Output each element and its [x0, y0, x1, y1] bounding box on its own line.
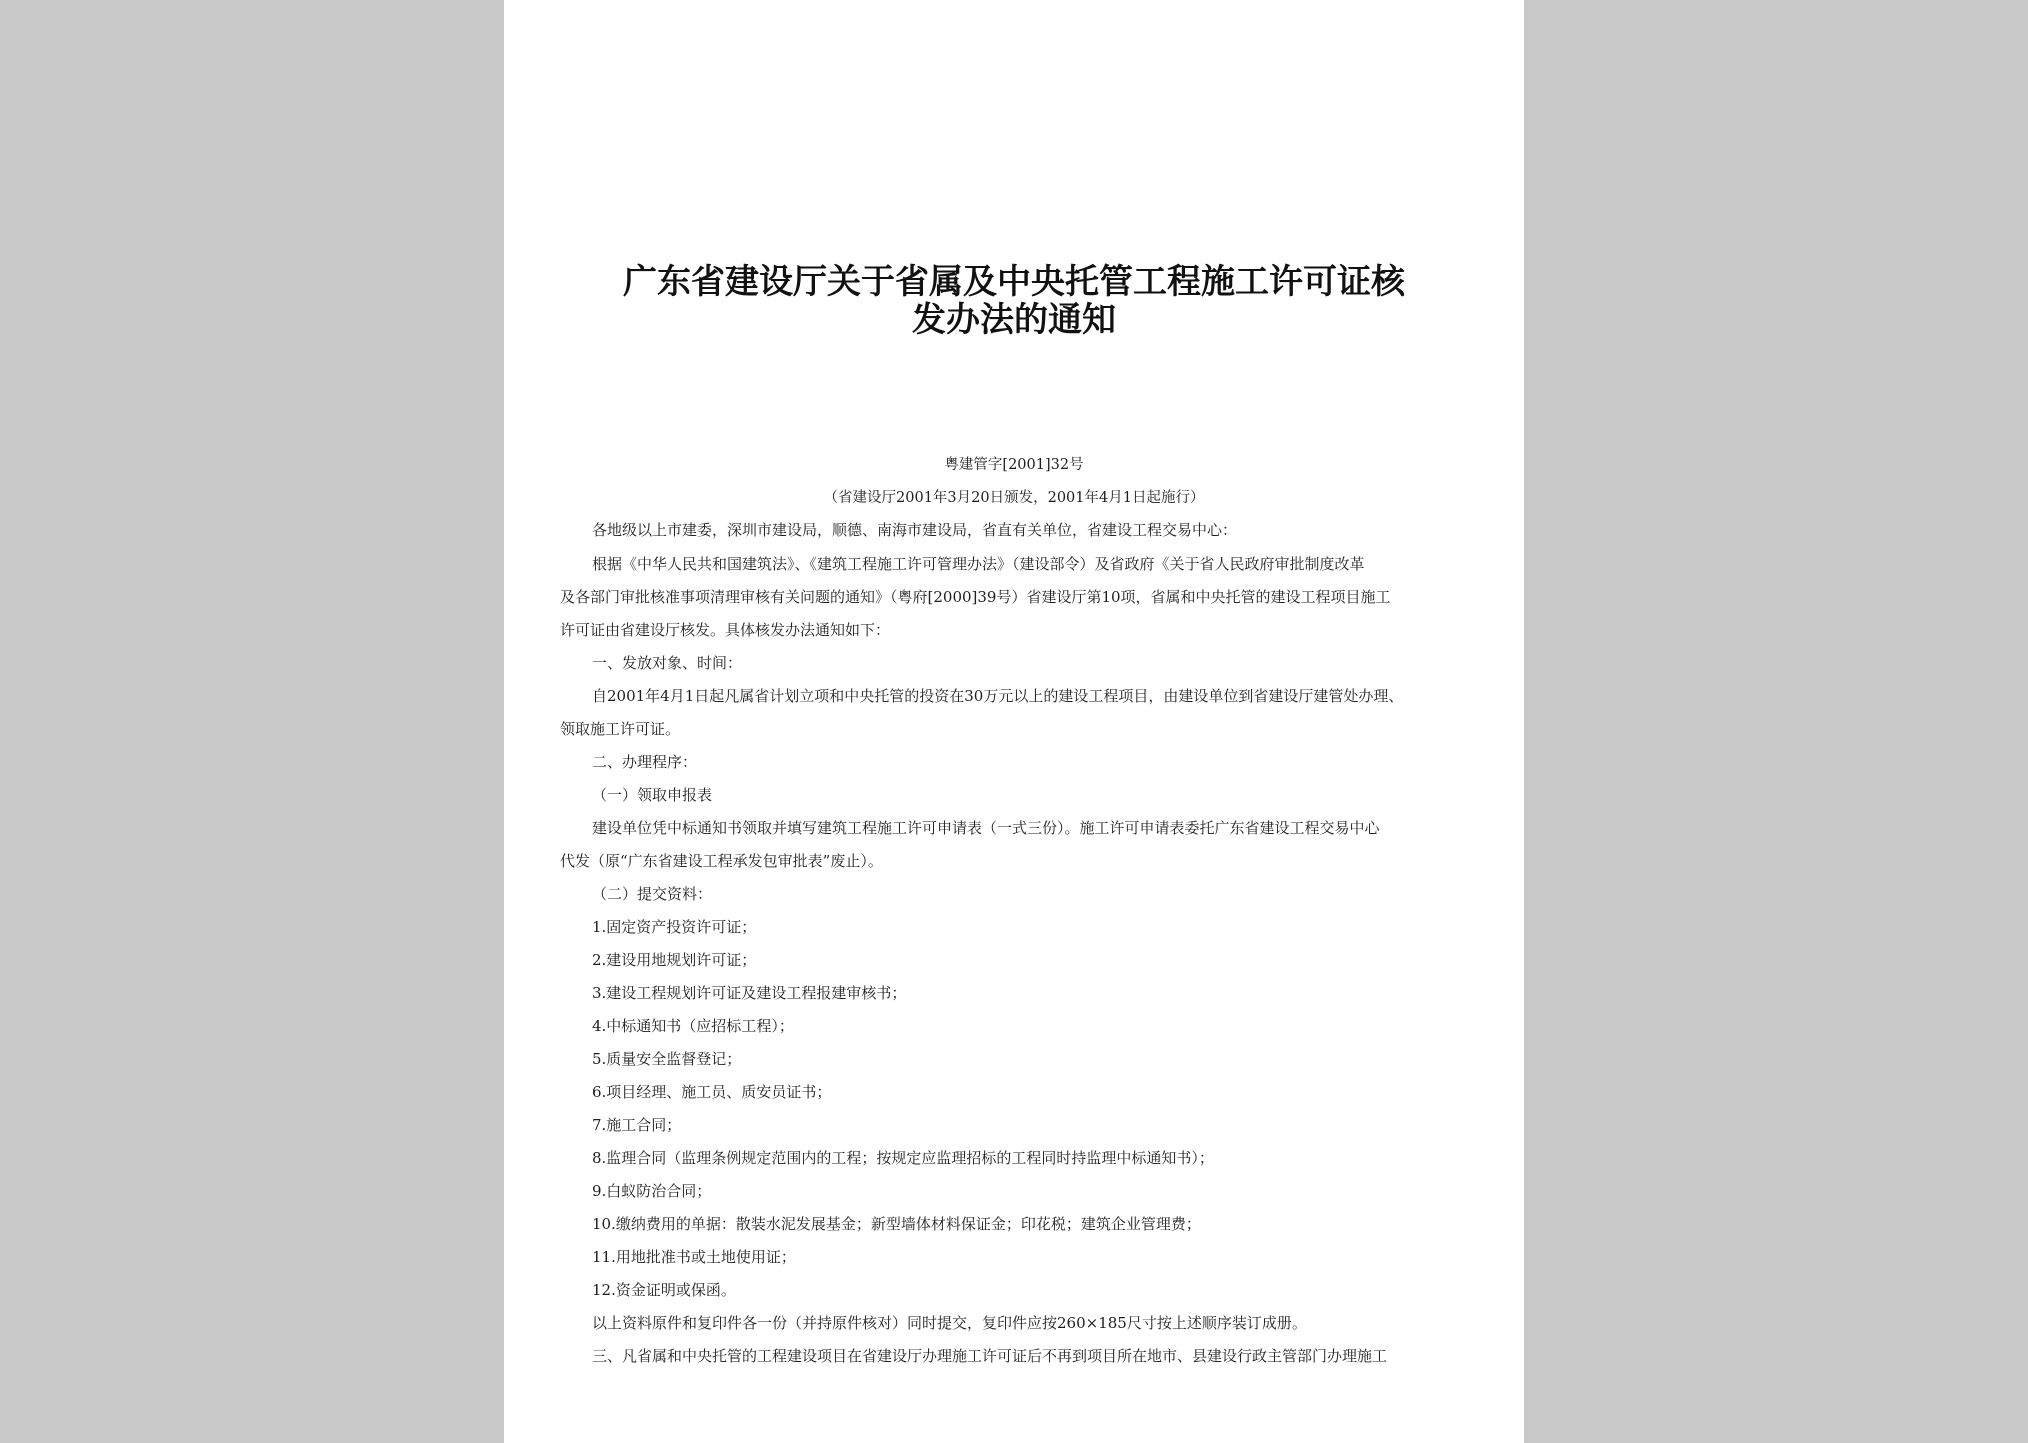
- body-line: 以上资料原件和复印件各一份（并持原件核对）同时提交，复印件应按260×185尺寸按上述顺序装订成册。: [592, 1314, 1307, 1332]
- list-item: 4.中标通知书（应招标工程）；: [592, 1017, 794, 1035]
- list-item: 12.资金证明或保函。: [592, 1281, 736, 1299]
- body-line: 根据《中华人民共和国建筑法》、《建筑工程施工许可管理办法》（建设部令）及省政府《关于省人民政府审批制度改革: [592, 555, 1365, 573]
- subsection-heading: （二）提交资料：: [592, 885, 713, 903]
- body-line: 领取施工许可证。: [560, 720, 681, 738]
- body-line: 三、凡省属和中央托管的工程建设项目在省建设厅办理施工许可证后不再到项目所在地市、县建设行政主管部门办理施工: [592, 1347, 1388, 1365]
- body-line: 许可证由省建设厅核发。具体核发办法通知如下：: [560, 621, 891, 639]
- list-item: 3.建设工程规划许可证及建设工程报建审核书；: [592, 984, 907, 1002]
- body-line: 建设单位凭中标通知书领取并填写建筑工程施工许可申请表（一式三份）。施工许可申请表委托广东省建设工程交易中心: [592, 819, 1380, 837]
- body-line: 代发（原“广东省建设工程承发包审批表”废止）。: [560, 852, 883, 870]
- body-line: 各地级以上市建委，深圳市建设局，顺德、南海市建设局，省直有关单位，省建设工程交易中心：: [592, 521, 1238, 539]
- list-item: 11.用地批准书或土地使用证；: [592, 1248, 796, 1266]
- document-title-line-1: 广东省建设厅关于省属及中央托管工程施工许可证核: [623, 262, 1405, 302]
- document-page: [504, 0, 1524, 1443]
- issue-note: （省建设厅2001年3月20日颁发，2001年4月1日起施行）: [823, 490, 1205, 506]
- section-heading: 二、办理程序：: [592, 753, 698, 771]
- list-item: 1.固定资产投资许可证；: [592, 918, 757, 936]
- document-number: 粤建管字[2001]32号: [944, 457, 1084, 473]
- list-item: 7.施工合同；: [592, 1116, 682, 1134]
- section-heading: 一、发放对象、时间：: [592, 654, 743, 672]
- subsection-heading: （一）领取申报表: [592, 786, 713, 804]
- body-line: 自2001年4月1日起凡属省计划立项和中央托管的投资在30万元以上的建设工程项目，由建设单位到省建设厅建管处办理、: [592, 687, 1404, 705]
- document-title-line-2: 发办法的通知: [912, 300, 1116, 340]
- list-item: 5.质量安全监督登记；: [592, 1050, 742, 1068]
- list-item: 2.建设用地规划许可证；: [592, 951, 757, 969]
- body-line: 及各部门审批核准事项清理审核有关问题的通知》（粤府[2000]39号）省建设厅第10项，省属和中央托管的建设工程项目施工: [560, 588, 1391, 606]
- list-item: 8.监理合同（监理条例规定范围内的工程；按规定应监理招标的工程同时持监理中标通知书）；: [592, 1149, 1214, 1167]
- list-item: 9.白蚁防治合同；: [592, 1182, 712, 1200]
- list-item: 6.项目经理、施工员、质安员证书；: [592, 1083, 832, 1101]
- list-item: 10.缴纳费用的单据：散装水泥发展基金；新型墙体材料保证金；印花税；建筑企业管理费；: [592, 1215, 1201, 1233]
